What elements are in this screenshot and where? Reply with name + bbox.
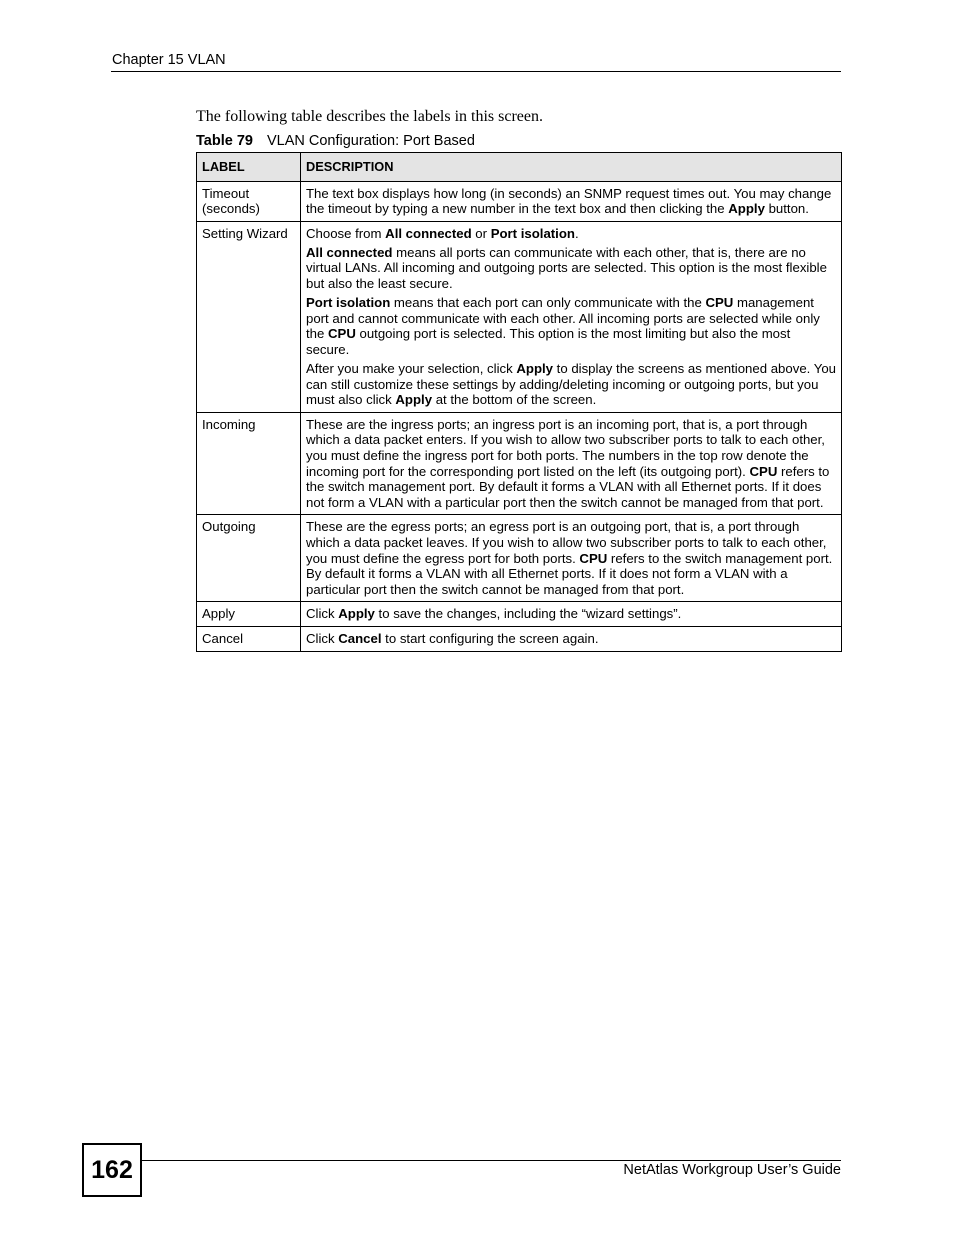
text-segment: refers to the switch management port. By default it forms a VLAN with all Ethernet ports. If it does not form a VLAN with a particular port then the switch cannot be managed from that port. — [306, 550, 833, 597]
column-header-label: LABEL — [197, 153, 301, 182]
row-label: Apply — [197, 602, 301, 627]
bold-term: All connected — [385, 225, 472, 241]
text-segment: to display the screens as mentioned above. You can still customize these settings by adding/deleting incoming or outgoing ports, but you must also click — [306, 361, 836, 408]
bold-term: CPU — [328, 326, 356, 342]
intro-text: The following table describes the labels in this screen. — [196, 108, 544, 125]
bold-term: Apply — [338, 606, 375, 622]
page-number: 162 — [82, 1143, 142, 1197]
guide-title: NetAtlas Workgroup User’s Guide — [623, 1162, 841, 1178]
table-row — [197, 181, 842, 221]
text-segment: at the bottom of the screen. — [432, 392, 597, 408]
table-row — [197, 412, 842, 515]
description-paragraph — [306, 226, 836, 242]
bold-term: Apply — [516, 361, 553, 377]
text-segment: or — [471, 225, 491, 241]
text-segment: means all ports can communicate with each other, that is, there are no virtual LANs. All incoming and outgoing ports are selected. This option is the most flexible but also the least secure. — [306, 244, 827, 292]
description-paragraph — [306, 186, 836, 217]
row-label: Setting Wizard — [197, 221, 301, 412]
row-label: Cancel — [197, 626, 301, 651]
header-divider — [111, 71, 841, 72]
text-segment: These are the ingress ports; an ingress port is an incoming port, that is, a port through which a data packet enters. If you wish to allow two subscriber ports to talk to each other, you must define the ingress port for both ports. The numbers in the top row denote the incoming port for the corresponding port listed on the left (its outgoing port). — [306, 416, 825, 479]
table-body — [197, 181, 842, 651]
description-paragraph — [306, 295, 836, 357]
table-caption — [196, 133, 475, 149]
row-description — [301, 602, 842, 627]
bold-term: Port isolation — [490, 225, 575, 241]
row-label: Incoming — [197, 412, 301, 515]
row-description — [301, 412, 842, 515]
bold-term: Port isolation — [306, 295, 391, 311]
text-segment: management port and cannot communicate with each other. All incoming ports are selected while only the — [306, 295, 820, 342]
text-segment: button. — [764, 201, 809, 217]
footer-divider — [140, 1160, 841, 1161]
description-paragraph — [306, 245, 836, 292]
table-row — [197, 626, 842, 651]
text-segment: outgoing port is selected. This option is the most limiting but also the most secure. — [306, 326, 791, 357]
text-segment: Click — [306, 630, 339, 646]
text-segment: Click — [306, 606, 339, 622]
row-label: Outgoing — [197, 515, 301, 602]
bold-term: Apply — [728, 201, 765, 217]
row-label: Timeout (seconds) — [197, 181, 301, 221]
table-caption-title: VLAN Configuration: Port Based — [266, 133, 475, 149]
row-description — [301, 626, 842, 651]
row-description — [301, 221, 842, 412]
description-paragraph — [306, 417, 836, 511]
text-segment: The text box displays how long (in seconds) an SNMP request times out. You may change the timeout by typing a new number in the text box and then clicking the — [306, 185, 832, 217]
table-caption-number: Table 79 — [196, 133, 253, 149]
table-header-row — [197, 153, 842, 182]
table-row — [197, 221, 842, 412]
text-segment: After you make your selection, click — [306, 361, 517, 377]
table-row — [197, 602, 842, 627]
description-paragraph — [306, 631, 836, 647]
column-header-description: DESCRIPTION — [301, 153, 842, 182]
bold-term: CPU — [749, 463, 778, 479]
row-description — [301, 515, 842, 602]
text-segment: to save the changes, including the “wizard settings”. — [374, 606, 682, 622]
bold-term: CPU — [705, 295, 734, 311]
text-segment: . — [574, 225, 579, 241]
table-row — [197, 515, 842, 602]
description-paragraph — [306, 606, 836, 622]
bold-term: All connected — [306, 244, 393, 260]
chapter-header: Chapter 15 VLAN — [112, 52, 226, 68]
bold-term: Cancel — [338, 630, 382, 646]
text-segment: These are the egress ports; an egress port is an outgoing port, that is, a port through which a data packet leaves. If you wish to allow two subscriber ports to talk to each other, you must define the egress port for both ports. — [306, 519, 827, 566]
text-segment: refers to the switch management port. By default it forms a VLAN with all Ethernet ports. If it does not form a VLAN with a particular port then the switch cannot be managed from that port. — [306, 463, 830, 510]
text-segment: Choose from — [306, 225, 386, 241]
description-paragraph — [306, 361, 836, 408]
bold-term: CPU — [579, 550, 608, 566]
text-segment: to start configuring the screen again. — [381, 630, 599, 646]
label-description-table — [196, 152, 842, 652]
description-paragraph — [306, 519, 836, 597]
bold-term: Apply — [395, 392, 433, 408]
row-description — [301, 181, 842, 221]
text-segment: means that each port can only communicate with the — [390, 295, 706, 311]
